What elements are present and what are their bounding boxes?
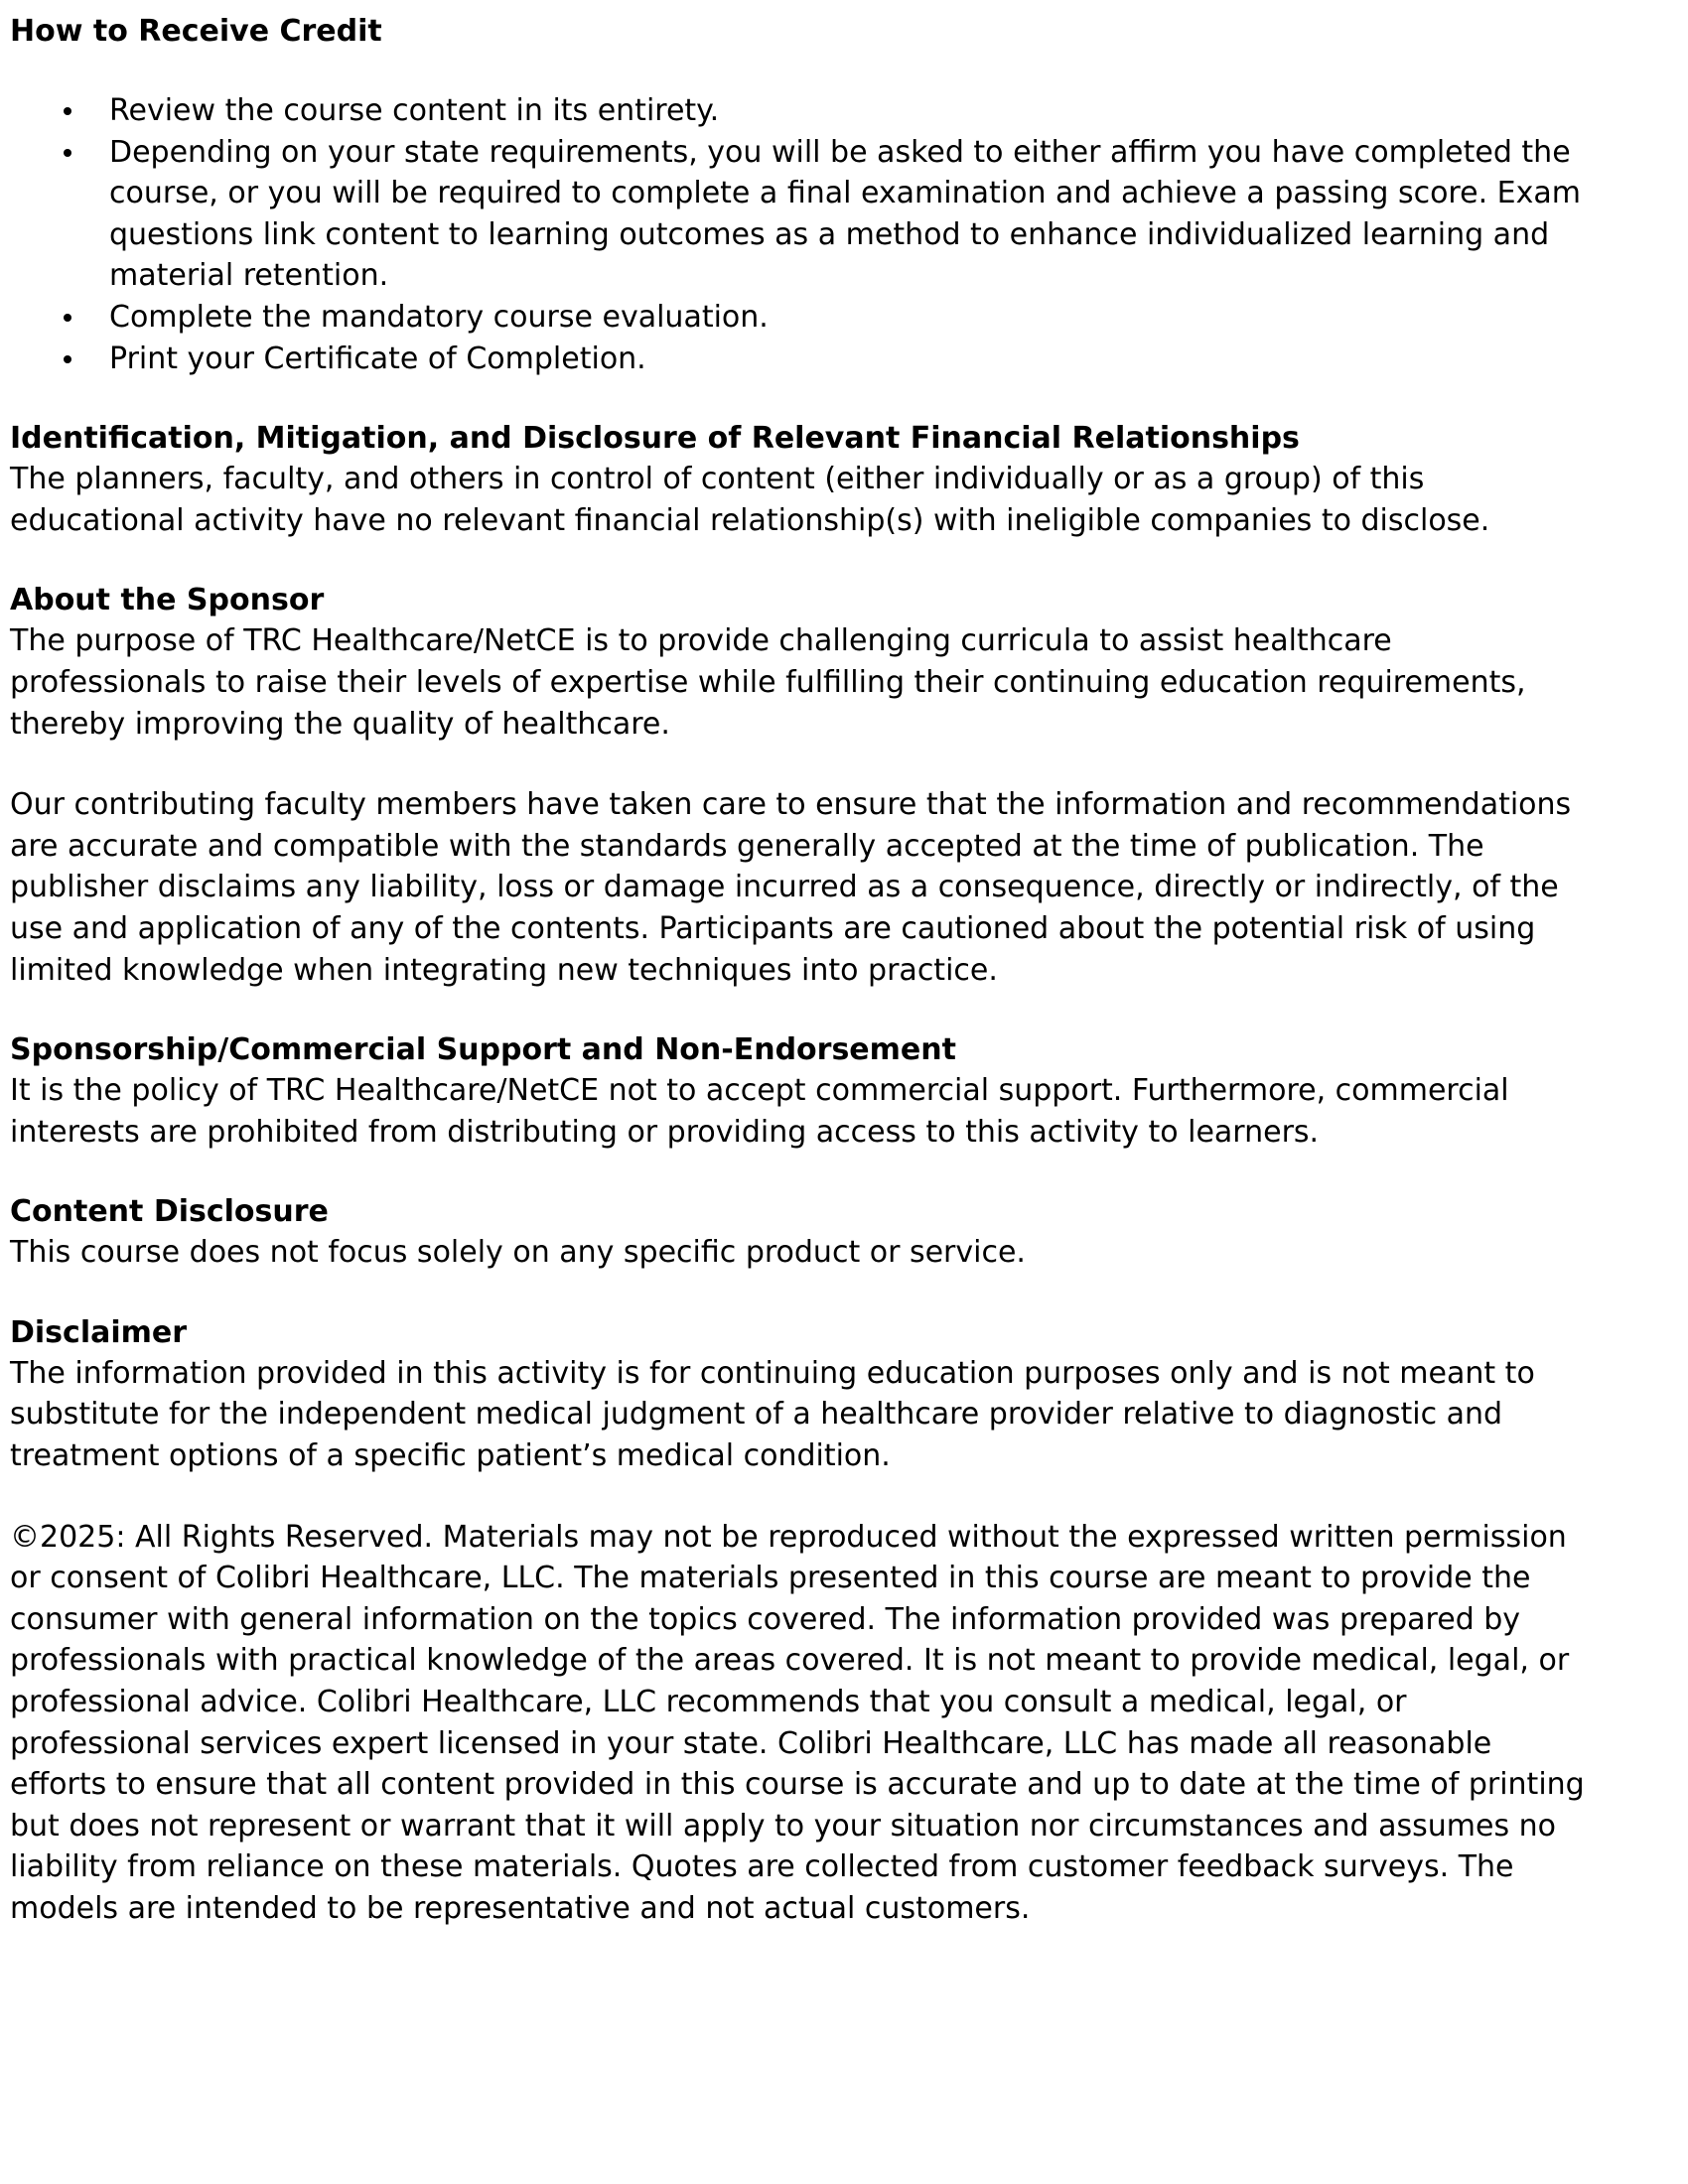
sponsorship-heading: Sponsorship/Commercial Support and Non-Endorsement — [10, 1032, 956, 1068]
receive-credit-list — [10, 90, 1589, 379]
section-copyright — [10, 1517, 1589, 1930]
sponsor-heading: About the Sponsor — [10, 583, 325, 618]
section-financial-relationships — [10, 419, 1589, 541]
list-item: Review the course content in its entirety. — [10, 90, 1589, 132]
section-content-disclosure — [10, 1192, 1589, 1274]
disclaimer-heading: Disclaimer — [10, 1314, 188, 1350]
content-disclosure-text: This course does not focus solely on any specific product or service. — [10, 1235, 1026, 1271]
copyright-text: ©2025: All Rights Reserved. Materials may not be reproduced without the expressed written permission or consent of Colibri Healthcare, LLC. The materials presented in this course are meant to provide the consumer with general information on the topics covered. The information provided was prepared by professionals with practical knowledge of the areas covered. It is not meant to provide medical, legal, or professional advice. Colibri Healthcare, LLC recommends that you consult a medical, legal, or professional services expert licensed in your state. Colibri Healthcare, LLC has made all reasonable efforts to ensure that all content provided in this course is accurate and up to date at the time of printing but does not represent or warrant that it will apply to your situation nor circumstances and assumes no liability from reliance on these materials. Quotes are collected from customer feedback surveys. The models are intended to be representative and not actual customers. — [10, 1519, 1585, 1926]
sponsor-text-1: The purpose of TRC Healthcare/NetCE is to provide challenging curricula to assist healthcare professionals to raise their levels of expertise while fulfilling their continuing education requirements, thereby improving the quality of healthcare. — [10, 623, 1526, 742]
financial-heading: Identification, Mitigation, and Disclosure of Relevant Financial Relationships — [10, 421, 1300, 457]
sponsor-text-2: Our contributing faculty members have taken care to ensure that the information and recommendations are accurate and compatible with the standards generally accepted at the time of publication. The publisher disclaims any liability, loss or damage incurred as a consequence, directly or indirectly, of the use and application of any of the contents. Participants are cautioned about the potential risk of using limited knowledge when integrating new techniques into practice. — [10, 787, 1572, 988]
receive-credit-heading: How to Receive Credit — [10, 14, 382, 49]
content-disclosure-heading: Content Disclosure — [10, 1194, 329, 1230]
section-disclaimer — [10, 1313, 1589, 1477]
disclaimer-text: The information provided in this activity is for continuing education purposes only and is not meant to substitute for the independent medical judgment of a healthcare provider relative to diagnostic and treatment options of a specific patient’s medical condition. — [10, 1355, 1535, 1474]
list-item: Depending on your state requirements, you will be asked to either affirm you have completed the course, or you will be required to complete a final examination and achieve a passing score. Exam questions link content to learning outcomes as a method to enhance individualized learning and material retention. — [10, 132, 1589, 297]
section-about-sponsor — [10, 581, 1589, 991]
section-sponsorship — [10, 1030, 1589, 1153]
document-page — [10, 12, 1589, 1930]
section-receive-credit — [10, 12, 1589, 379]
list-item: Complete the mandatory course evaluation. — [10, 297, 1589, 339]
sponsorship-text: It is the policy of TRC Healthcare/NetCE not to accept commercial support. Furthermore, commercial interests are prohibited from distributing or providing access to this activity to learners. — [10, 1073, 1509, 1150]
financial-text: The planners, faculty, and others in control of content (either individually or as a group) of this educational activity have no relevant financial relationship(s) with ineligible companies to disclose. — [10, 462, 1490, 538]
list-item: Print your Certificate of Completion. — [10, 339, 1589, 380]
